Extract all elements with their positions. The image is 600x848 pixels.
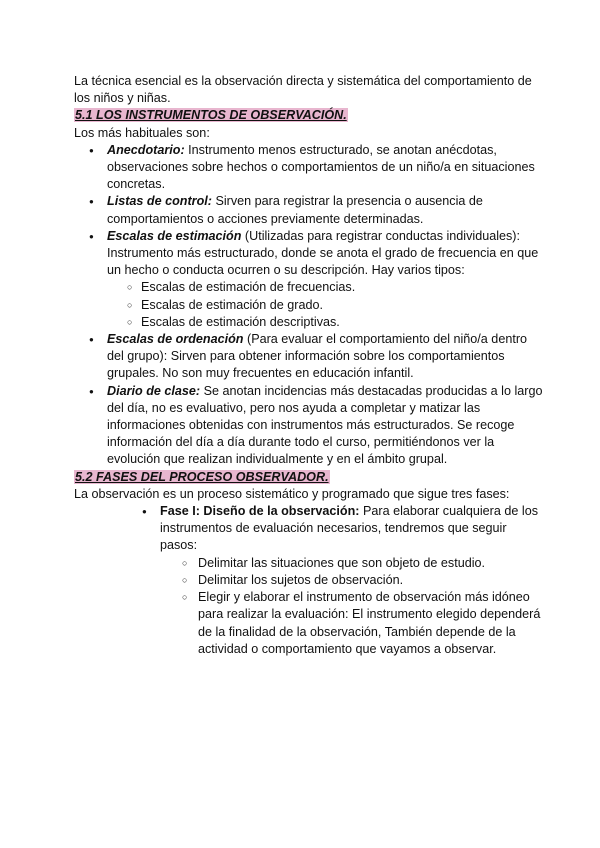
sub-list-item: ○ Delimitar los sujetos de observación. bbox=[160, 572, 544, 589]
list-item bbox=[74, 228, 544, 331]
section2-heading: 5.2 FASES DEL PROCESO OBSERVADOR. bbox=[75, 469, 329, 484]
intro-paragraph: La técnica esencial es la observación directa y sistemática del comportamiento de los niños y niñas. bbox=[74, 74, 532, 106]
phases-block bbox=[74, 503, 544, 658]
item-term: Listas de control: bbox=[107, 194, 212, 209]
phase-steps-list bbox=[160, 555, 544, 658]
instruments-list bbox=[74, 142, 544, 469]
item-term: Diario de clase: bbox=[107, 383, 201, 398]
list-item bbox=[74, 331, 544, 383]
section1-lead: Los más habituales son: bbox=[74, 125, 210, 140]
list-item bbox=[74, 193, 544, 227]
item-text: Sirven para registrar la presencia o ausencia de comportamientos o acciones previamente determinadas. bbox=[107, 194, 483, 226]
phase-text: Para elaborar cualquiera de los instrumentos de evaluación necesarios, tendremos que seguir pasos: bbox=[160, 504, 538, 553]
section-heading bbox=[74, 469, 544, 486]
phase-term: Fase I: Diseño de la observación: bbox=[160, 504, 360, 519]
sub-list-item: ○ Delimitar las situaciones que son objeto de estudio. bbox=[160, 555, 544, 572]
list-item bbox=[127, 503, 544, 658]
section-heading bbox=[74, 107, 544, 124]
section1-heading: 5.1 LOS INSTRUMENTOS DE OBSERVACIÓN. bbox=[75, 108, 347, 123]
item-term: Anecdotario: bbox=[107, 142, 185, 157]
item-text: Instrumento menos estructurado, se anotan anécdotas, observaciones sobre hechos o comportamientos de un niño/a en situaciones concretas. bbox=[107, 142, 535, 192]
item-text: (Para evaluar el comportamiento del niño/a dentro del grupo): Sirven para obtener información sobre los comportamientos grupales. No son muy frecuentes en educación infantil. bbox=[107, 332, 528, 381]
list-item bbox=[74, 383, 544, 469]
item-term: Escalas de estimación bbox=[107, 228, 242, 243]
sub-list-item: ○ Escalas de estimación de grado. bbox=[107, 297, 544, 314]
list-item bbox=[74, 142, 544, 194]
section2-lead: La observación es un proceso sistemático y programado que sigue tres fases: bbox=[74, 486, 510, 501]
item-text: Se anotan incidencias más destacadas producidas a lo largo del día, no es evaluativo, pero nos ayuda a completar y matizar las informaciones obtenidas con instrumentos más estructurados. Se recoge información del día a día durante todo el curso, permitiéndonos ver la evolución que realizan individualmente y en el ámbito grupal. bbox=[107, 383, 543, 467]
item-term: Escalas de ordenación bbox=[107, 332, 244, 347]
sub-list-item: ○ Escalas de estimación descriptivas. bbox=[107, 314, 544, 331]
sub-list-item: ○ Escalas de estimación de frecuencias. bbox=[107, 279, 544, 296]
sub-list-item: ○ Elegir y elaborar el instrumento de observación más idóneo para realizar la evaluación: El instrumento elegido dependerá de la finalidad de la observación, También depende de la actividad o comportamiento que vayamos a observar. bbox=[160, 589, 544, 658]
phases-list bbox=[127, 503, 544, 658]
item-text: (Utilizadas para registrar conductas individuales): Instrumento más estructurado, donde se anota el grado de frecuencia en que un hecho o conducta ocurren o su descripción. Hay varios tipos: bbox=[107, 228, 539, 278]
document-page bbox=[74, 73, 544, 658]
estimation-types-list bbox=[107, 279, 544, 331]
